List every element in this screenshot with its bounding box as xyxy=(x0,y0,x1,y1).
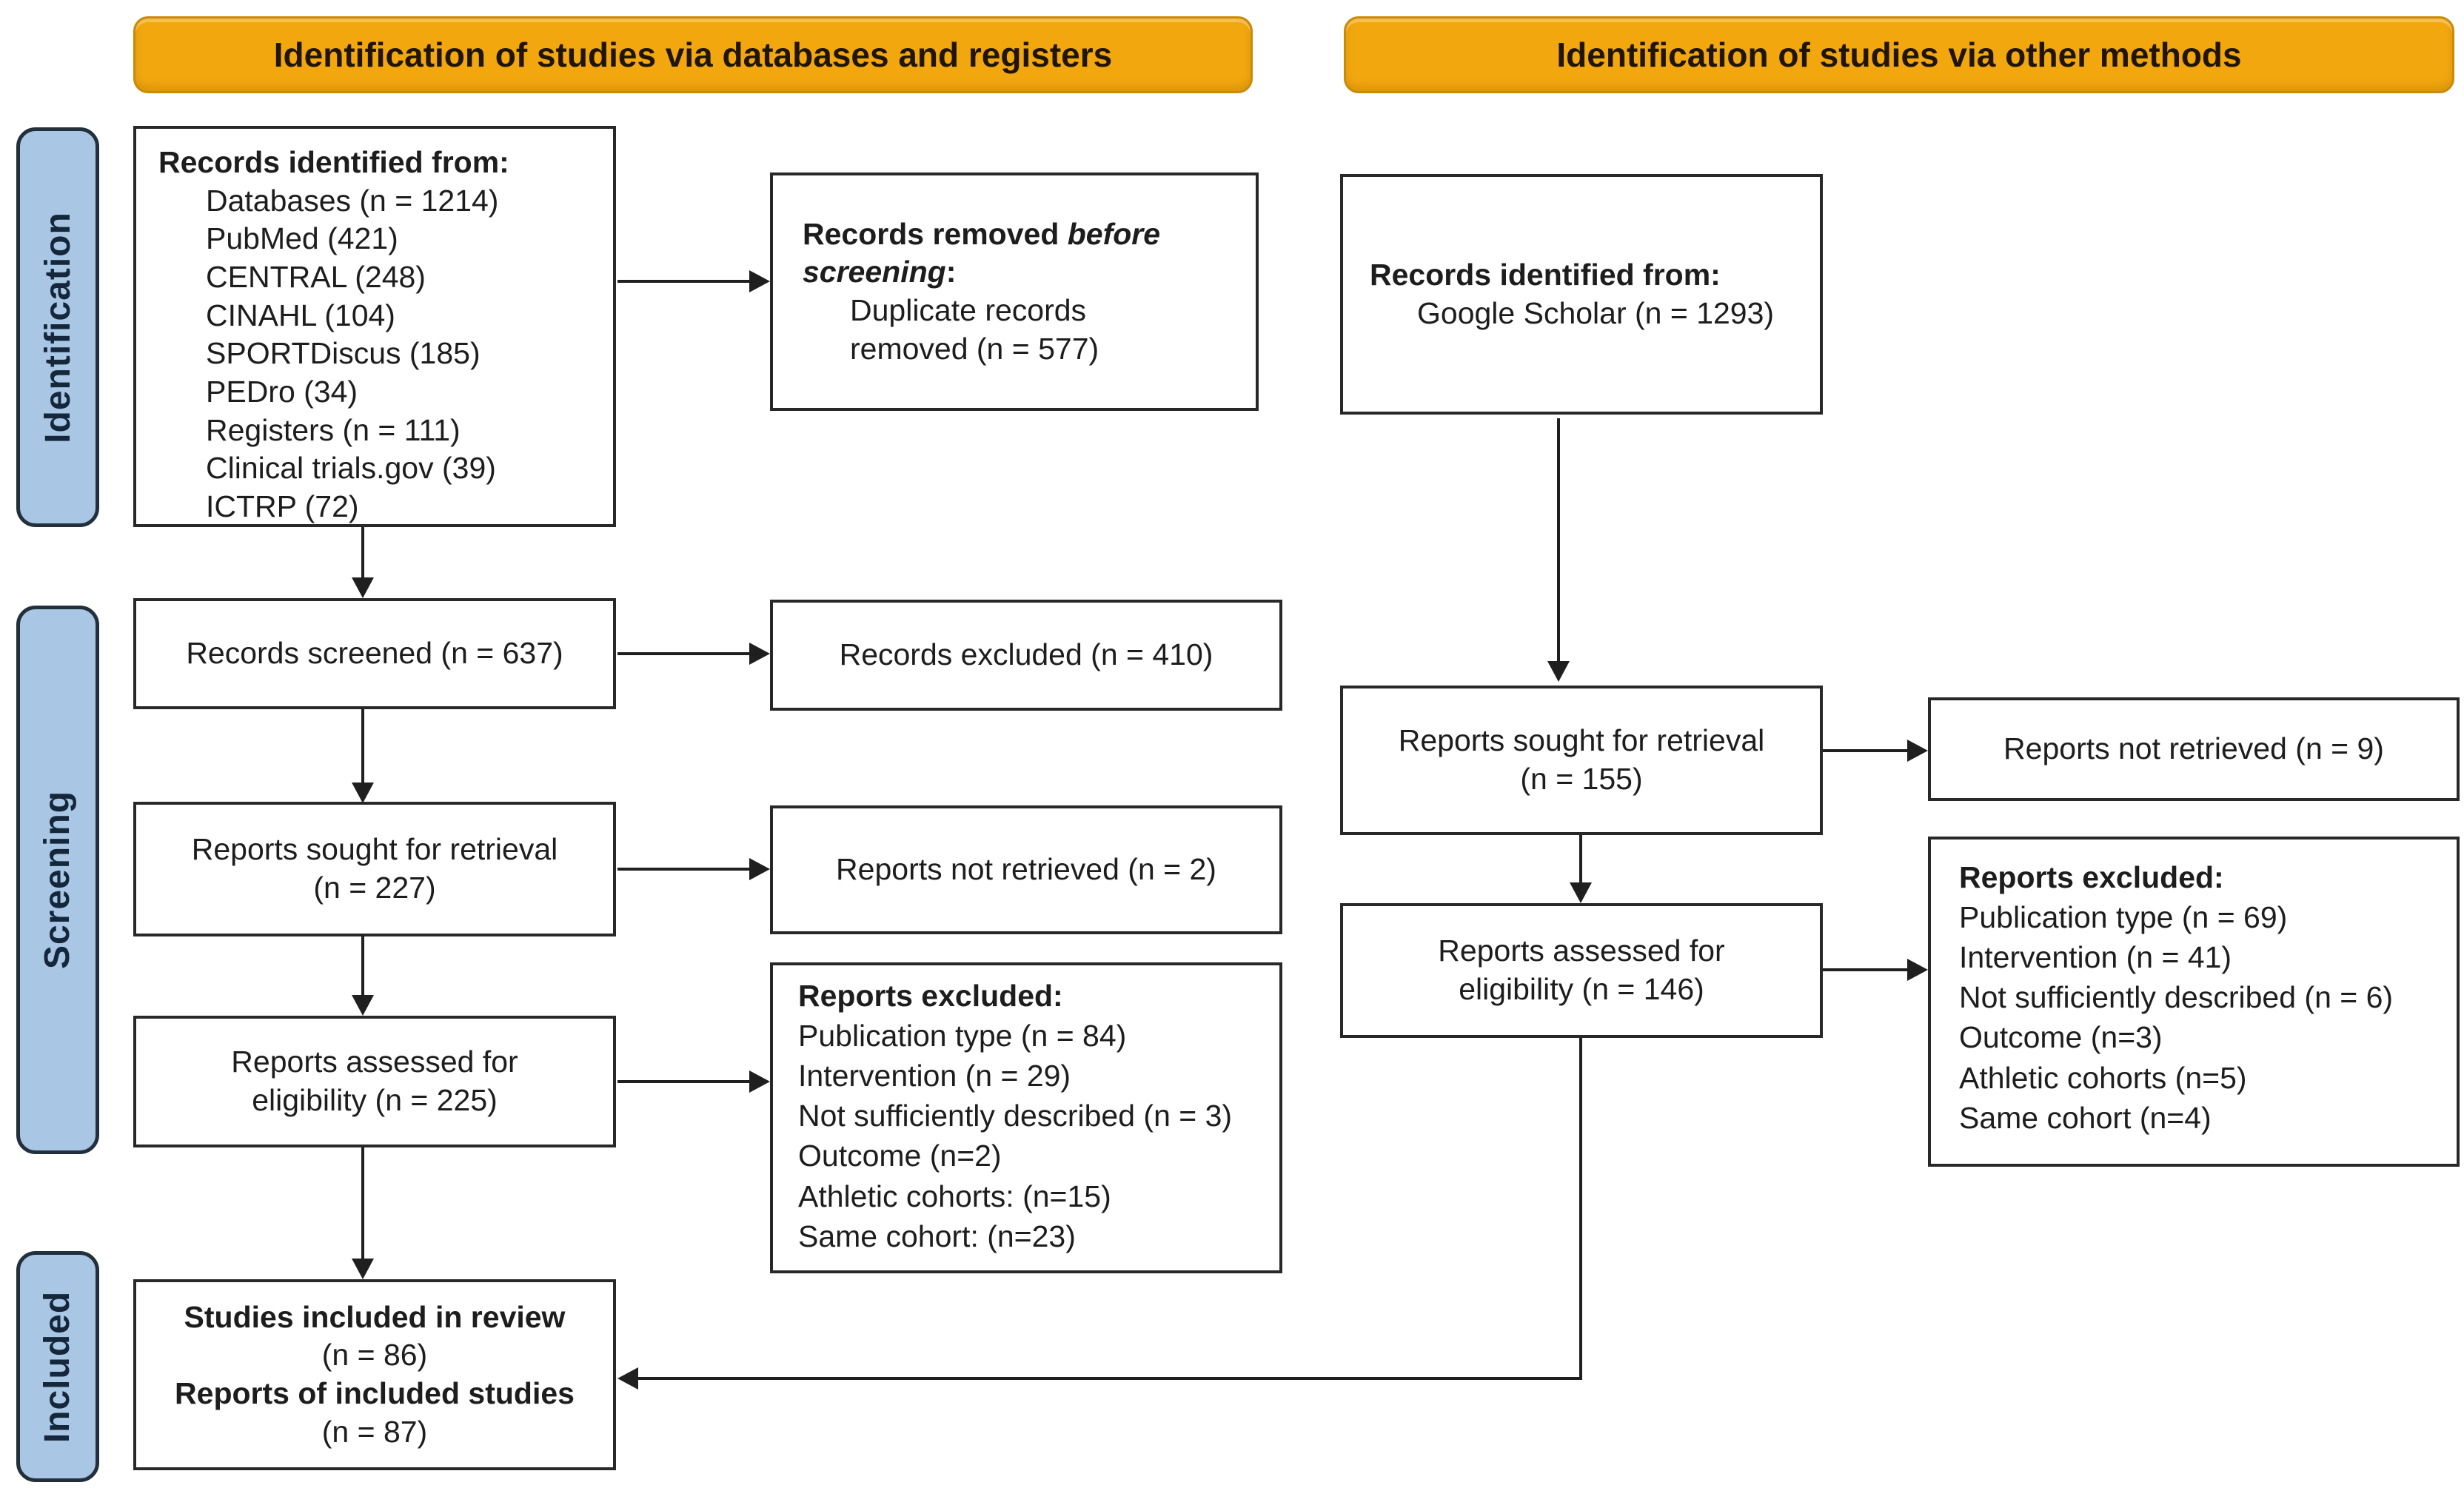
reports-sought-db-line: Reports sought for retrieval xyxy=(191,832,558,867)
records-identified-line: PubMed (421) xyxy=(206,221,398,256)
banner-databases-label: Identification of studies via databases and registers xyxy=(273,36,1113,74)
records-excluded-text: Records excluded (n = 410) xyxy=(839,637,1213,672)
records-identified-line: Registers (n = 111) xyxy=(206,412,461,447)
arrow-sought-to-assessed xyxy=(361,935,364,995)
arrow-assessed-other-to-included-vertical xyxy=(1579,1038,1582,1380)
box-records-identified-other xyxy=(1340,174,1823,415)
arrow-screened-to-excluded xyxy=(617,652,749,655)
box-reports-sought-db xyxy=(133,802,616,936)
reports-excluded-other-title: Reports excluded: xyxy=(1959,860,2224,894)
reports-sought-other-line: (n = 155) xyxy=(1520,762,1643,796)
box-reports-excluded-db xyxy=(770,962,1282,1273)
studies-included-line: Studies included in review xyxy=(184,1299,566,1334)
box-reports-assessed-other xyxy=(1340,903,1823,1038)
studies-included-line: Reports of included studies xyxy=(175,1376,575,1410)
arrowhead-left-icon xyxy=(617,1367,638,1390)
box-reports-sought-other xyxy=(1340,686,1823,835)
arrowhead-right-icon xyxy=(749,270,770,292)
arrowhead-down-icon xyxy=(352,1259,374,1279)
arrow-sought-other-to-not-retrieved xyxy=(1823,749,1907,752)
records-identified-line: CINAHL (104) xyxy=(206,298,395,332)
box-reports-excluded-other xyxy=(1928,837,2460,1167)
arrowhead-right-icon xyxy=(749,1070,770,1093)
studies-included-line: (n = 86) xyxy=(321,1338,428,1373)
arrow-screened-to-sought xyxy=(361,709,364,783)
reports-excluded-other-line: Publication type (n = 69) xyxy=(1959,900,2288,935)
banner-databases-registers xyxy=(133,16,1253,93)
box-records-screened xyxy=(133,598,616,709)
reports-not-retrieved-other-text: Reports not retrieved (n = 9) xyxy=(2003,731,2384,766)
arrow-sought-other-to-assessed xyxy=(1579,835,1582,884)
reports-excluded-db-line: Same cohort: (n=23) xyxy=(798,1219,1076,1253)
arrow-assessed-to-included xyxy=(361,1147,364,1259)
phase-identification xyxy=(16,127,99,527)
box-records-identified xyxy=(133,126,616,527)
records-screened-text: Records screened (n = 637) xyxy=(186,636,563,671)
arrowhead-down-icon xyxy=(1547,661,1570,682)
reports-excluded-db-title: Reports excluded: xyxy=(798,979,1063,1013)
arrow-assessed-other-to-excluded xyxy=(1823,968,1907,971)
reports-excluded-other-line: Intervention (n = 41) xyxy=(1959,940,2232,975)
reports-excluded-db-line: Athletic cohorts: (n=15) xyxy=(798,1179,1111,1213)
arrowhead-down-icon xyxy=(352,577,374,598)
reports-excluded-other-line: Not sufficiently described (n = 6) xyxy=(1959,980,2394,1015)
arrowhead-right-icon xyxy=(1907,959,1928,981)
records-identified-line: CENTRAL (248) xyxy=(206,259,426,294)
arrowhead-down-icon xyxy=(1570,882,1592,903)
reports-excluded-db-line: Intervention (n = 29) xyxy=(798,1059,1071,1093)
reports-excluded-other-line: Same cohort (n=4) xyxy=(1959,1100,2212,1135)
reports-not-retrieved-db-text: Reports not retrieved (n = 2) xyxy=(836,852,1216,887)
records-identified-title: Records identified from: xyxy=(158,145,509,179)
arrow-sought-to-not-retrieved xyxy=(617,868,749,871)
records-identified-line: ICTRP (72) xyxy=(206,489,359,523)
phase-screening xyxy=(16,606,99,1154)
reports-assessed-other-line: eligibility (n = 146) xyxy=(1459,972,1704,1006)
reports-sought-db-line: (n = 227) xyxy=(313,871,436,905)
reports-assessed-db-line: eligibility (n = 225) xyxy=(252,1083,498,1117)
reports-sought-other-line: Reports sought for retrieval xyxy=(1398,723,1765,758)
reports-excluded-db-line: Outcome (n=2) xyxy=(798,1139,1002,1173)
phase-screening-label: Screening xyxy=(38,790,78,970)
records-removed-line: Duplicate records xyxy=(850,293,1087,327)
arrowhead-right-icon xyxy=(1907,740,1928,762)
arrow-assessed-other-to-included-horizontal xyxy=(638,1377,1582,1380)
records-identified-line: SPORTDiscus (185) xyxy=(206,336,481,371)
box-reports-not-retrieved-other xyxy=(1928,697,2460,801)
reports-assessed-other-line: Reports assessed for xyxy=(1438,934,1725,968)
box-studies-included xyxy=(133,1279,616,1470)
arrow-identified-to-removed xyxy=(617,280,749,283)
box-reports-not-retrieved-db xyxy=(770,805,1282,934)
arrowhead-right-icon xyxy=(749,643,770,665)
records-identified-line: Clinical trials.gov (39) xyxy=(206,451,496,486)
reports-excluded-other-line: Outcome (n=3) xyxy=(1959,1020,2163,1055)
arrowhead-down-icon xyxy=(352,783,374,803)
box-records-removed xyxy=(770,172,1259,411)
reports-assessed-db-line: Reports assessed for xyxy=(231,1045,518,1079)
arrowhead-right-icon xyxy=(749,858,770,880)
banner-other-methods xyxy=(1344,16,2454,93)
reports-excluded-other-line: Athletic cohorts (n=5) xyxy=(1959,1060,2247,1095)
reports-excluded-db-line: Publication type (n = 84) xyxy=(798,1019,1127,1053)
records-identified-other-line: Google Scholar (n = 1293) xyxy=(1417,295,1775,330)
arrow-scholar-to-sought xyxy=(1557,418,1560,663)
records-identified-other-title: Records identified from: xyxy=(1370,257,1721,292)
records-removed-title: Records removed before screening: xyxy=(803,216,1161,289)
box-reports-assessed-db xyxy=(133,1016,616,1147)
records-removed-line: removed (n = 577) xyxy=(850,331,1099,366)
records-identified-line: Databases (n = 1214) xyxy=(206,183,499,218)
phase-included-label: Included xyxy=(38,1290,78,1443)
arrow-identified-to-screened xyxy=(361,527,364,579)
records-identified-line: PEDro (34) xyxy=(206,374,358,409)
box-records-excluded xyxy=(770,600,1282,711)
phase-included xyxy=(16,1251,99,1482)
phase-identification-label: Identification xyxy=(38,211,78,443)
arrowhead-down-icon xyxy=(352,995,374,1016)
banner-other-label: Identification of studies via other methods xyxy=(1556,36,2242,74)
arrow-assessed-to-excluded xyxy=(617,1080,749,1083)
reports-excluded-db-line: Not sufficiently described (n = 3) xyxy=(798,1099,1233,1133)
studies-included-line: (n = 87) xyxy=(321,1414,428,1449)
